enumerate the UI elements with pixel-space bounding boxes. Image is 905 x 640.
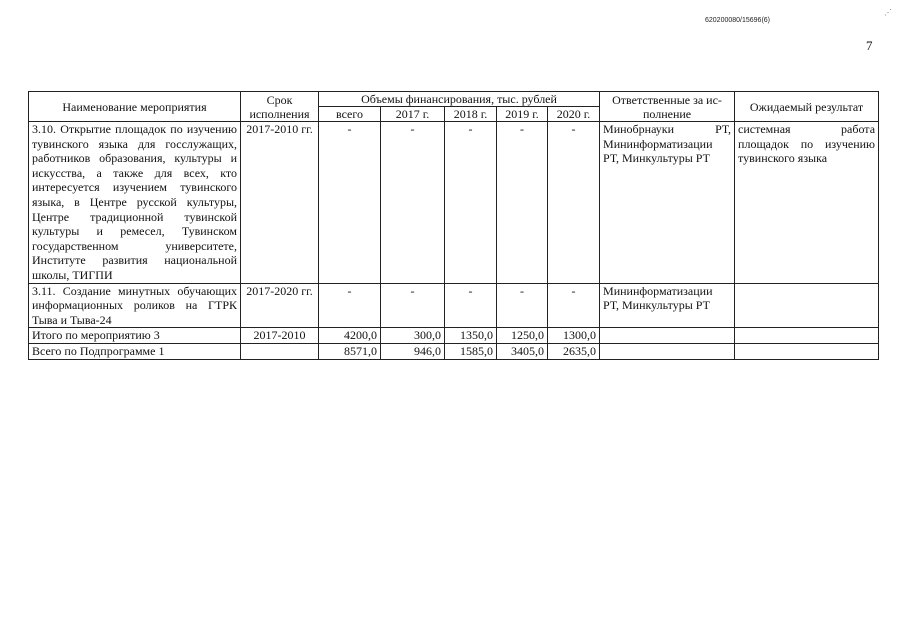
row-name: Всего по Подпрограмме 1 [29,343,241,359]
row-responsible: Минобрнауки РТ, Мининформатизации РТ, Минкультуры РТ [600,122,735,284]
row-2019: 3405,0 [497,343,548,359]
row-2017: - [381,283,445,328]
document-code: 620200080/15696(6) [705,17,771,24]
row-2020: - [548,122,600,284]
row-total: - [319,283,381,328]
row-responsible [600,343,735,359]
row-name: Итого по мероприятию 3 [29,328,241,344]
header-term: Срок исполнения [241,92,319,122]
table-row [29,328,879,344]
header-2019: 2019 г. [497,107,548,122]
row-result [735,343,879,359]
row-2019: 1250,0 [497,328,548,344]
row-2020: 1300,0 [548,328,600,344]
row-2017: 300,0 [381,328,445,344]
header-2017: 2017 г. [381,107,445,122]
page-number: 7 [866,38,873,53]
row-2020: 2635,0 [548,343,600,359]
activities-table [28,91,879,360]
corner-mark: ⋰ [884,8,892,17]
row-term: 2017-2020 гг. [241,283,319,328]
row-2019: - [497,283,548,328]
row-total: 8571,0 [319,343,381,359]
header-total: всего [319,107,381,122]
header-result: Ожидаемый результат [735,92,879,122]
header-responsible: Ответственные за ис-полнение [600,92,735,122]
row-term: 2017-2010 [241,328,319,344]
header-row [29,92,879,107]
table-row [29,122,879,284]
table-row [29,343,879,359]
row-result [735,283,879,328]
row-total: - [319,122,381,284]
row-2017: - [381,122,445,284]
row-2018: - [445,283,497,328]
row-responsible [600,328,735,344]
table-row [29,283,879,328]
row-term: 2017-2010 гг. [241,122,319,284]
row-2018: - [445,122,497,284]
row-total: 4200,0 [319,328,381,344]
row-result [735,328,879,344]
row-2020: - [548,283,600,328]
row-2019: - [497,122,548,284]
row-2018: 1350,0 [445,328,497,344]
header-2018: 2018 г. [445,107,497,122]
row-2018: 1585,0 [445,343,497,359]
header-funding: Объемы финансирования, тыс. рублей [319,92,600,107]
row-2017: 946,0 [381,343,445,359]
row-responsible: Мининформатизации РТ, Минкультуры РТ [600,283,735,328]
header-2020: 2020 г. [548,107,600,122]
header-name: Наименование мероприятия [29,92,241,122]
row-result: системная работа площадок по изучению тувинского языка [735,122,879,284]
row-name: 3.11. Создание минутных обучающих информационных роликов на ГТРК Тыва и Тыва-24 [29,283,241,328]
row-term [241,343,319,359]
row-name: 3.10. Открытие площадок по изучению тувинского языка для госслужащих, работников образования, культуры и искусства, а также для всех, кто интересуется изучением тувинского языка, в Центре русской культуры, Центре традиционной тувинской культуры и ремесел, Тувинском государственном университете, Институте развития национальной школы, ТИГПИ [29,122,241,284]
